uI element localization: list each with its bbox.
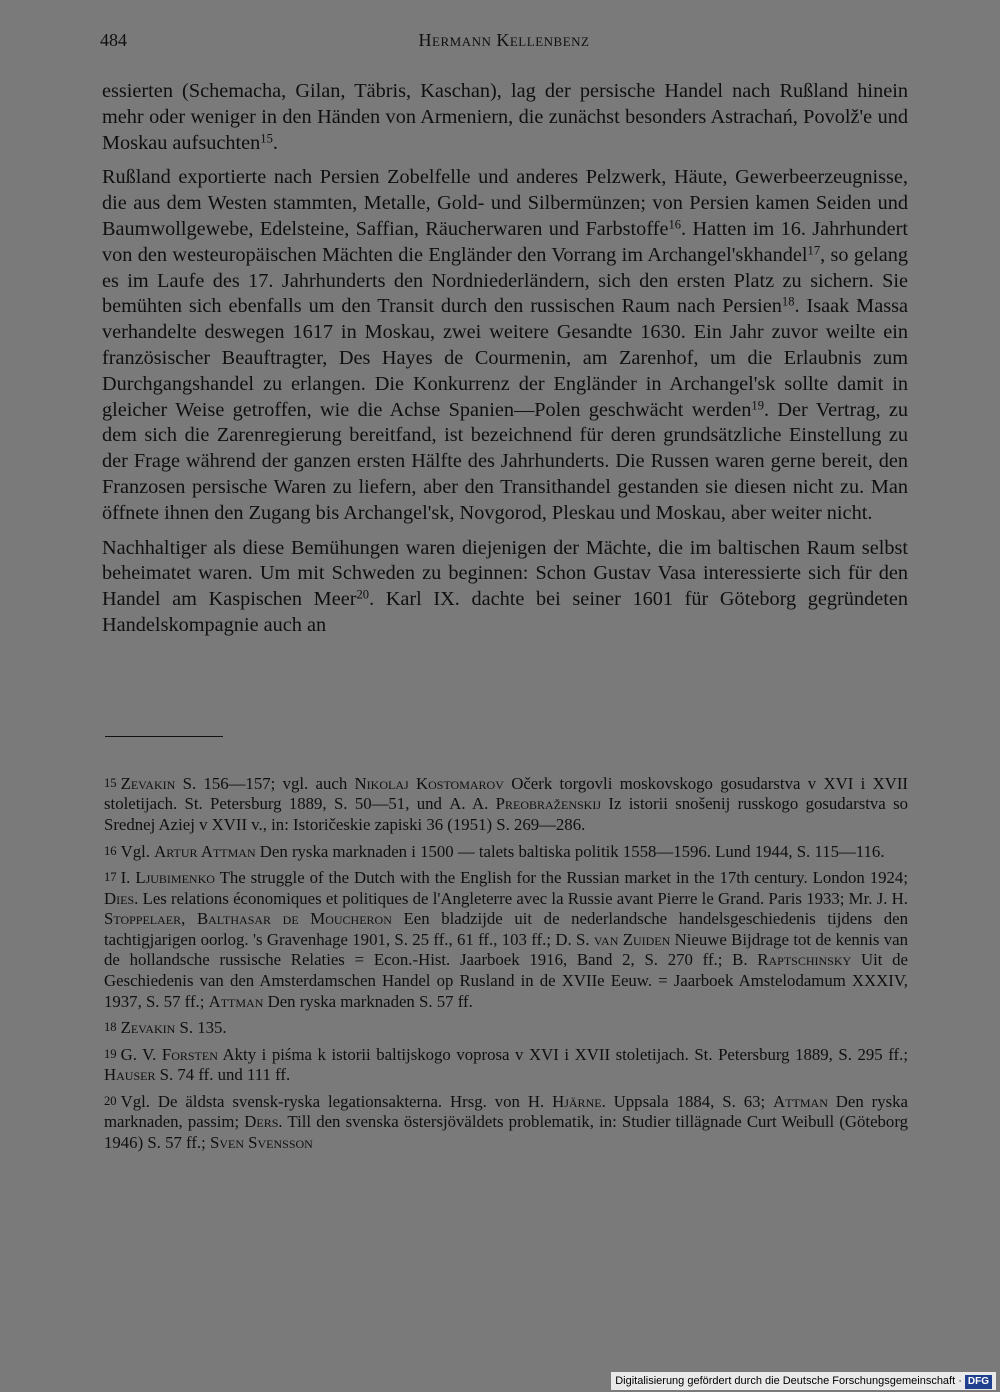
author-name: J. H. Stoppelaer, Balthasar de Moucheron	[104, 888, 908, 929]
author-name: Attman	[208, 991, 264, 1011]
footnotes	[104, 773, 908, 1158]
footnote-ref-19[interactable]: 19	[751, 398, 764, 413]
footnote-text: Vgl. De äldsta svensk-ryska legationsakterna. Hrsg. von	[120, 1091, 528, 1111]
footnote-text: Vgl.	[120, 841, 155, 861]
author-name: A. A. Preobraženskij	[449, 794, 602, 814]
author-name: Artur Attman	[154, 841, 256, 861]
footnote-number: 17	[104, 870, 117, 885]
footnote-15	[104, 773, 908, 836]
footnote-text: . Uppsala 1884, S. 63;	[601, 1091, 774, 1111]
paragraph-1-text: essierten (Schemacha, Gilan, Täbris, Kaschan), lag der persische Handel nach Rußland hinein mehr oder weniger in den Händen von Armeniern, die zunächst besonders Astrachań, Povolž'e und Moskau aufsuchten	[102, 80, 908, 154]
author-name: Zevakin	[120, 1018, 176, 1038]
author-name: B. Raptschinsky	[732, 950, 852, 970]
footnote-text: Očerk torgovli moskovskogo gosudarstva v XVI i XVII stoletijach. St. Petersburg 1889, S. 50—51, und	[104, 773, 909, 814]
author-name: I. Ljubimenko	[120, 868, 215, 887]
footnote-text: Nieuwe Bijdrage tot de kennis van de hollandsche russische Relaties = Econ.-Hist. Jaarboek 1916, Band 2, S. 270 ff.;	[104, 929, 908, 970]
footnote-text: Een bladzijde uit de nederlandsche handelsgeschiedenis tijdens den tachtigjarigen oorlog. 's Gravenhage 1901, S. 25 ff., 61 ff., 103 ff.;	[104, 909, 908, 949]
paragraph-2-text-b: . Hatten im 16. Jahrhundert von den westeuropäischen Mächten die Engländer den Vorrang im Archangel'skhandel	[102, 217, 908, 266]
author-name: Attman	[773, 1091, 828, 1111]
footnote-text: Les relations économiques et politiques de l'Angleterre avec la Russie avant Pierre le Grand. Paris 1933; Mr.	[138, 888, 877, 908]
author-name: Zevakin	[120, 773, 176, 793]
footnote-20	[104, 1091, 908, 1154]
paragraph-3-text-b: . Karl IX. dachte bei seiner 1601 für Göteborg gegründeten Handelskompagnie auch an	[102, 588, 908, 636]
paragraph-3	[102, 536, 908, 639]
footnote-separator	[105, 736, 223, 737]
paragraph-2	[102, 165, 908, 526]
footnote-number: 19	[104, 1046, 117, 1061]
dfg-logo: DFG	[965, 1375, 992, 1389]
paragraph-1	[102, 79, 908, 156]
footnote-19	[104, 1044, 908, 1086]
author-name: Nikolaj Kostomarov	[354, 773, 504, 793]
footnote-text: S. 156—157; vgl. auch	[175, 773, 355, 793]
footnote-17	[104, 867, 908, 1012]
footnote-18	[104, 1017, 908, 1038]
footnote-number: 20	[104, 1093, 117, 1108]
paragraph-1-end: .	[272, 131, 278, 154]
page-number: 484	[100, 30, 127, 50]
footnote-number: 18	[104, 1020, 117, 1035]
author-name: G. V. Forsten	[120, 1044, 218, 1064]
footnote-text: The struggle of the Dutch with the English for the Russian market in the 17th century. London 1924;	[214, 868, 908, 887]
footnote-text: Den ryska marknaden, passim;	[104, 1091, 909, 1132]
author-name: Hauser	[104, 1065, 156, 1085]
footnote-text: Till den svenska östersjöväldets problematik, in: Studier tillägnade Curt Weibull (Göteborg 1946) S. 57 ff.;	[104, 1112, 908, 1152]
footnote-text: Den ryska marknaden i 1500 — talets baltiska politik 1558—1596. Lund 1944, S. 115—116.	[255, 841, 885, 861]
paragraph-2-text-e: . Der Vertrag, zu dem sich die Zarenregierung bereitfand, ist bezeichnend für deren grundsätzliche Einstellung zu der Frage während der ganzen ersten Hälfte des Jahrhunderts. Die Russen waren gerne bereit, den Franzosen persische Waren zu liefern, aber den Transithandel gestanden sie diesen nicht zu. Man öffnete ihnen den Zugang bis Archangel'sk, Novgorod, Pleskau und Moskau, aber weiter nicht.	[102, 398, 909, 524]
credit-text: Digitalisierung gefördert durch die Deutsche Forschungsgemeinschaft ·	[615, 1375, 962, 1387]
footnote-text: Den ryska marknaden S. 57 ff.	[263, 991, 473, 1011]
paragraph-2-text-c: , so gelang es im Laufe des 17. Jahrhunderts den Nordniederländern, sich den ersten Platz zu sichern. Sie bemühten sich ebenfalls um den Transit durch den russischen Raum nach Persien	[102, 243, 908, 318]
footnote-text: S. 74 ff. und 111 ff.	[155, 1065, 291, 1085]
main-text	[102, 79, 908, 639]
paragraph-2-text-a: Rußland exportierte nach Persien Zobelfelle und anderes Pelzwerk, Häute, Gewerbeerzeugnisse, die aus dem Westen stammten, Metalle, Gold- und Silbermünzen; von Persien kamen Seiden und Baumwollgewebe, Edelsteine, Saffian, Räucherwaren und Farbstoffe	[102, 166, 908, 240]
footnote-ref-20[interactable]: 20	[356, 587, 370, 602]
running-header	[100, 30, 908, 56]
footnote-text: Akty i piśma k istorii baltijskogo voprosa v XVI i XVII stoletijach. St. Petersburg 1889, S. 295 ff.;	[217, 1044, 908, 1064]
footnote-ref-16[interactable]: 16	[668, 217, 682, 232]
footnote-text: S. 135.	[175, 1018, 227, 1038]
author-name: Sven Svensson	[209, 1132, 313, 1152]
author-name: D. S. van Zuiden	[555, 929, 671, 949]
author-name: H. Hjärne	[527, 1091, 602, 1111]
digitization-credit	[611, 1372, 996, 1390]
paragraph-2-text-d: . Isaak Massa verhandelte deswegen 1617 in Moskau, zwei weitere Gesandte 1630. Ein Jahr zuvor weilte ein französischer Beauftragter, Des Hayes de Courmenin, am Zarenhof, um die Erlaubnis zum Durchgangshandel zu erlangen. Die Konkurrenz der Engländer in Archangel'sk sollte damit in gleicher Weise getroffen, wie die Achse Spanien—Polen geschwächt werden	[102, 295, 909, 421]
author-name: Dies.	[104, 888, 139, 908]
footnote-number: 15	[104, 776, 117, 790]
paragraph-3-text-a: Nachhaltiger als diese Bemühungen waren diejenigen der Mächte, die im baltischen Raum selbst beheimatet waren. Um mit Schweden zu beginnen: Schon Gustav Vasa interessierte sich für den Handel am Kaspischen Meer	[102, 536, 908, 611]
footnote-ref-17[interactable]: 17	[807, 243, 821, 258]
author-name: Ders.	[244, 1112, 283, 1132]
footnote-ref-15[interactable]: 15	[260, 131, 273, 146]
footnote-16	[104, 841, 908, 862]
footnote-number: 16	[104, 843, 117, 858]
footnote-text: Uit de Geschiedenis van den Amsterdamschen Handel op Rusland in de XVIIe Eeuw. = Jaarboek Amstelodamum XXXIV, 1937, S. 57 ff.;	[104, 950, 908, 1011]
running-head-author: Hermann Kellenbenz	[418, 30, 590, 50]
footnote-text: Iz istorii snošenij russkogo gosudarstva so Srednej Aziej v XVII v., in: Istoričeskie zapiski 36 (1951) S. 269—286.	[104, 794, 908, 835]
footnote-ref-18[interactable]: 18	[781, 295, 795, 310]
